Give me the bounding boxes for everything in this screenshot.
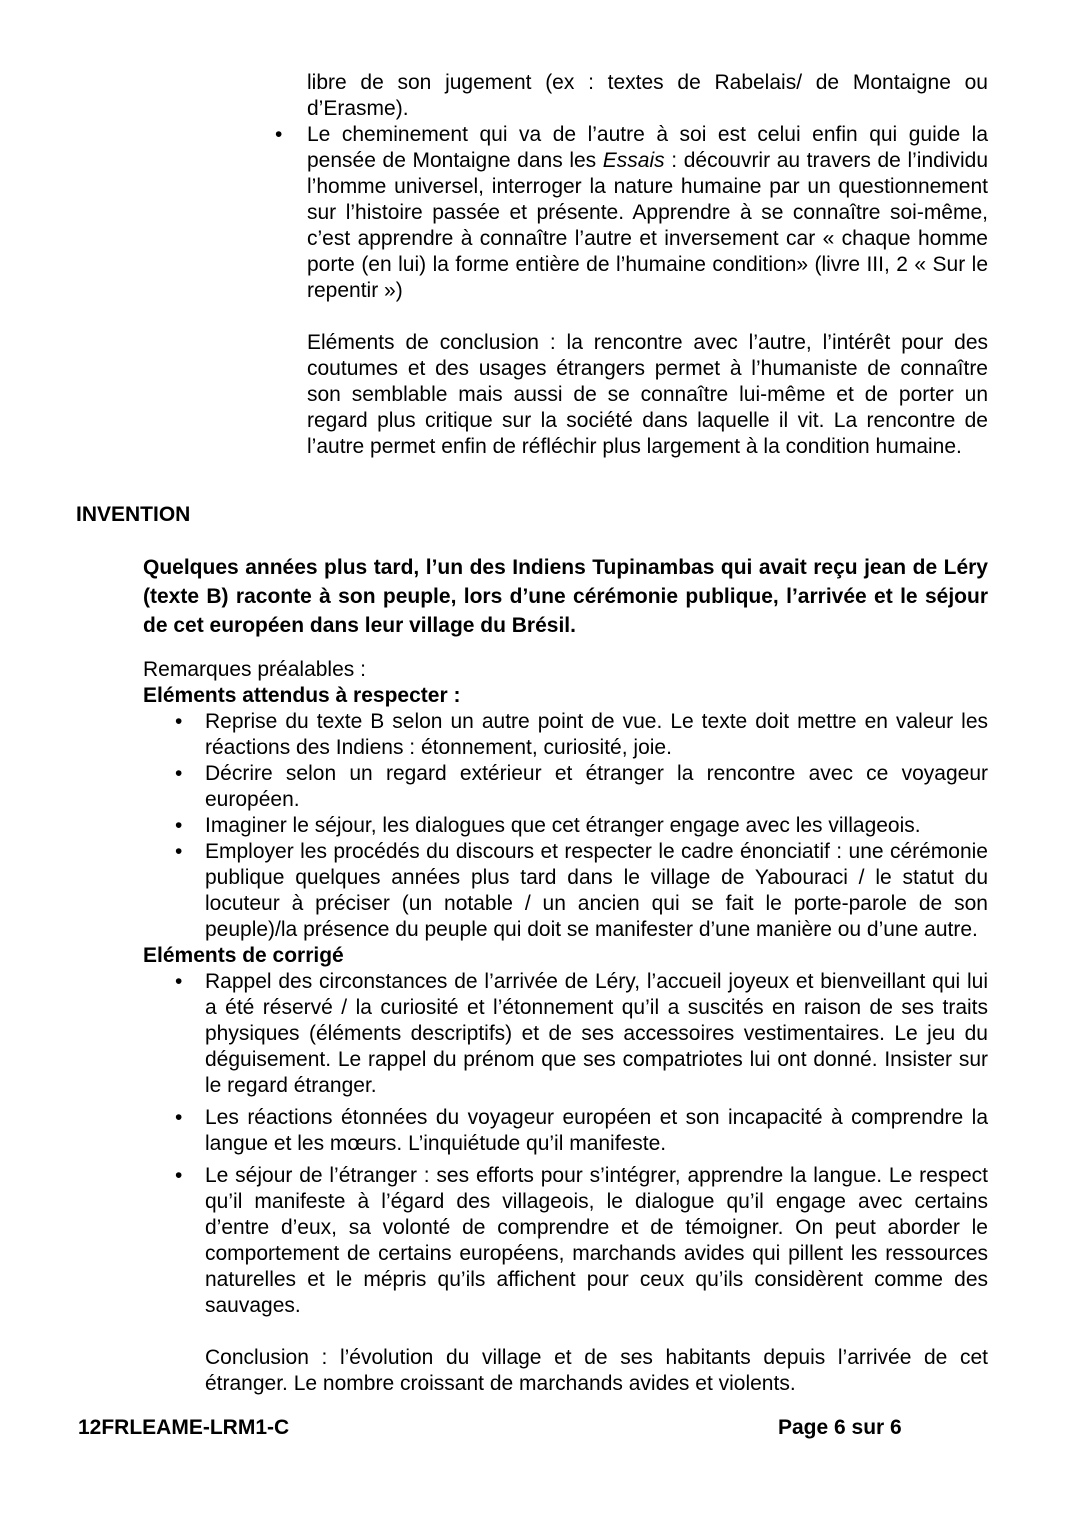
list-item-text [307,122,988,304]
bullet-icon: • [175,814,183,837]
list-item-text: Rappel des circonstances de l’arrivée de Léry, l’accueil joyeux et bienveillant qui lui a été réservé / la curiosité et l’étonnement qu’il a suscités en raison de ses traits physiques (éléments descriptifs) et de ses accessoires vestimentaires. Le jeu du déguisement. Le rappel du prénom que ses compatriotes lui ont donné. Insister sur le regard étranger. [205,970,988,1097]
invention-subject-paragraph: Quelques années plus tard, l’un des Indiens Tupinambas qui avait reçu jean de Léry (texte B) raconte à son peuple, lors d’une cérémonie publique, l’arrivée et le séjour de cet européen dans leur village du Brésil. [143,556,988,637]
footer-document-code: 12FRLEAME-LRM1-C [78,1416,290,1439]
bullet-icon: • [175,1106,183,1129]
invention-conclusion-paragraph: Conclusion : l’évolution du village et de ses habitants depuis l’arrivée de cet étranger. Le nombre croissant de marchands avides et violents. [205,1346,988,1395]
invention-section [143,553,988,1397]
list-item [143,969,988,1099]
bullet-icon: • [175,710,183,733]
bullet-icon: • [275,123,283,146]
bullet-icon: • [175,1164,183,1187]
list-item [143,839,988,943]
section-heading-invention: INVENTION [76,503,191,526]
list-item [143,761,988,813]
list-item [143,1105,988,1157]
conclusion-elements-paragraph: Eléments de conclusion : la rencontre avec l’autre, l’intérêt pour des coutumes et des usages étrangers permet à l’humaniste de connaître son semblable mais aussi de se connaître lui-même et de porter un regard plus critique sur la société dans laquelle il vit. La rencontre de l’autre permet enfin de réfléchir plus largement à la condition humaine. [307,331,988,458]
list-item-text: Employer les procédés du discours et respecter le cadre énonciatif : une cérémonie publique quelques années plus tard dans le village de Yabouraci / le statut du locuteur à préciser (un notable / un ancien qui se fait le porte-parole de son peuple)/la présence du peuple qui doit se manifester d’une manière ou d’une autre. [205,840,988,941]
cheminement-text-after: : découvrir au travers de l’individu l’homme universel, interroger la nature humaine par un questionnement sur l’histoire passée et présente. Apprendre à se connaître soi-même, c’est apprendre à connaître l’autre et inversement car « chaque homme porte (en lui) la forme entière de l’humaine condition» (livre III, 2 « Sur le repentir ») [307,149,988,302]
list-item-text: Imaginer le séjour, les dialogues que cet étranger engage avec les villageois. [205,814,921,837]
expected-elements-heading: Eléments attendus à respecter : [143,684,461,707]
cheminement-text-before: Le cheminement qui va de l’autre à soi est celui enfin qui guide la pensée de Montaigne dans les [307,123,988,172]
continuation-paragraph: libre de son jugement (ex : textes de Rabelais/ de Montaigne ou d’Erasme). [307,71,988,120]
essais-italic-title: Essais [602,149,665,172]
bullet-icon: • [175,970,183,993]
footer-page-number: Page 6 sur 6 [778,1416,902,1439]
list-item [143,709,988,761]
corrige-elements-heading: Eléments de corrigé [143,944,344,967]
list-item [143,1163,988,1319]
bullet-icon: • [175,762,183,785]
list-item [143,813,988,839]
list-item-text: Décrire selon un regard extérieur et étranger la rencontre avec ce voyageur européen. [205,762,988,811]
list-item [275,122,988,304]
bullet-icon: • [175,840,183,863]
list-item-text: Reprise du texte B selon un autre point de vue. Le texte doit mettre en valeur les réactions des Indiens : étonnement, curiosité, joie. [205,710,988,759]
list-item-text: Le séjour de l’étranger : ses efforts pour s’intégrer, apprendre la langue. Le respect qu’il manifeste à l’égard des villageois, le dialogue qu’il engage avec certains d’entre d’eux, sa volonté de comprendre et de témoigner. On peut aborder le comportement de certains européens, marchands avides qui pillent les ressources naturelles et le mépris qu’ils affichent pour ceux qu’ils considèrent comme des sauvages. [205,1164,988,1317]
top-continuation-section [275,70,988,460]
remarks-label: Remarques préalables : [143,658,366,681]
list-item-text: Les réactions étonnées du voyageur européen et son incapacité à comprendre la langue et les mœurs. L’inquiétude qu’il manifeste. [205,1106,988,1155]
